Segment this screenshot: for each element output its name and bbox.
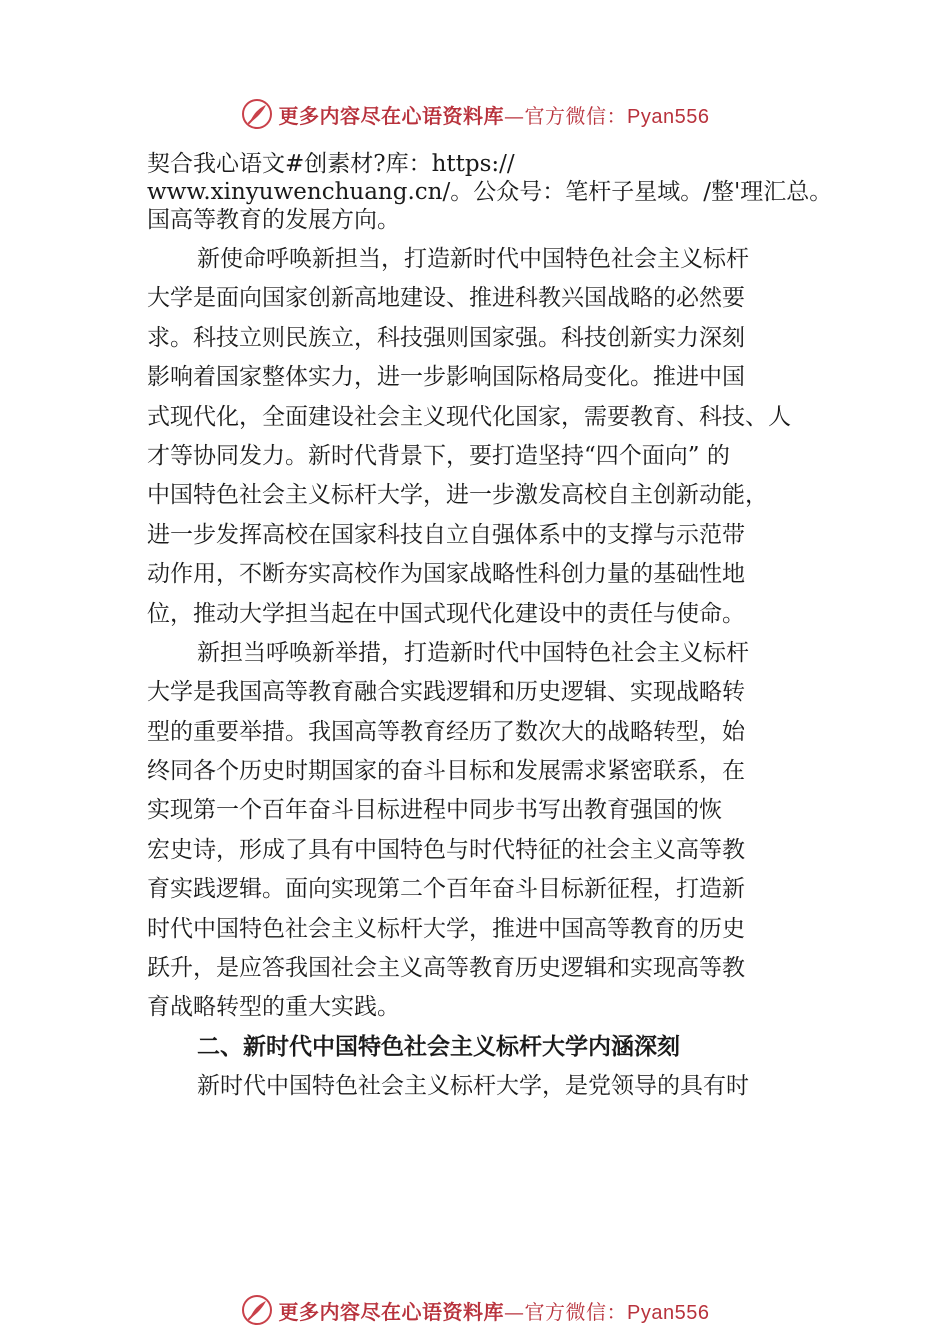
body-line: 进一步发挥高校在国家科技自立自强体系中的支撑与示范带 (147, 521, 745, 548)
body-line: 新使命呼唤新担当，打造新时代中国特色社会主义标杆 (197, 246, 749, 272)
body-line: 育战略转型的重大实践。 (147, 994, 400, 1021)
paragraph-3 (147, 1067, 877, 1106)
watermark-handle: Pyan556 (627, 105, 710, 128)
body-line: 影响着国家整体实力，进一步影响国际格局变化。推进中国 (147, 364, 745, 391)
body-line: 时代中国特色社会主义标杆大学，推进中国高等教育的历史 (147, 915, 745, 942)
watermark-text (279, 100, 710, 129)
section-heading: 二、新时代中国特色社会主义标杆大学内涵深刻 (197, 1033, 680, 1060)
body-line: 式现代化，全面建设社会主义现代化国家，需要教育、科技、人 (147, 403, 791, 430)
watermark-text (279, 1296, 710, 1325)
document-body (147, 150, 877, 1107)
body-line: 位，推动大学担当起在中国式现代化建设中的责任与使命。 (147, 600, 745, 627)
body-line: 终同各个历史时期国家的奋斗目标和发展需求紧密联系，在 (147, 758, 745, 785)
body-line: 育实践逻辑。面向实现第二个百年奋斗目标新征程，打造新 (147, 876, 745, 903)
body-line: 新时代中国特色社会主义标杆大学，是党领导的具有时 (197, 1073, 749, 1100)
body-line: 中国特色社会主义标杆大学，进一步激发高校自主创新动能， (147, 482, 768, 509)
body-line: 国高等教育的发展方向。 (147, 207, 400, 233)
body-line: 实现第一个百年奋斗目标进程中同步书写出教育强国的恢 (147, 797, 722, 824)
paragraph-2 (147, 634, 877, 1028)
body-line: 求。科技立则民族立，科技强则国家强。科技创新实力深刻 (147, 324, 745, 351)
watermark-dash-text: —官方微信： (504, 103, 628, 128)
body-line: 大学是面向国家创新高地建设、推进科教兴国战略的必然要 (147, 285, 745, 312)
body-line: 才等协同发力。新时代背景下，要打造坚持“四个面向” 的 (147, 442, 730, 469)
quill-pen-icon (241, 1294, 273, 1326)
body-line: 契合我心语文#创素材?库：https:// (147, 151, 515, 177)
watermark-dash-text: —官方微信： (504, 1299, 628, 1324)
quill-pen-icon (241, 98, 273, 130)
body-line: 大学是我国高等教育融合实践逻辑和历史逻辑、实现战略转 (147, 679, 745, 706)
watermark-handle: Pyan556 (627, 1301, 710, 1324)
body-line: 跃升，是应答我国社会主义高等教育历史逻辑和实现高等教 (147, 955, 745, 982)
body-line: 动作用，不断夯实高校作为国家战略性科创力量的基础性地 (147, 561, 745, 588)
watermark-bold-text: 更多内容尽在心语资料库 (278, 103, 505, 128)
body-line: www.xinyuwenchuang.cn/。公众号：笔杆子星域。/整'理汇总。 (147, 179, 833, 205)
watermark-bold-text: 更多内容尽在心语资料库 (278, 1299, 505, 1324)
body-line: 型的重要举措。我国高等教育经历了数次大的战略转型，始 (147, 718, 745, 745)
watermark-footer (0, 1290, 950, 1330)
body-line: 新担当呼唤新举措，打造新时代中国特色社会主义标杆 (197, 639, 749, 666)
body-line: 宏史诗，形成了具有中国特色与时代特征的社会主义高等教 (147, 836, 745, 863)
watermark-header (0, 94, 950, 134)
paragraph-1 (147, 240, 877, 634)
